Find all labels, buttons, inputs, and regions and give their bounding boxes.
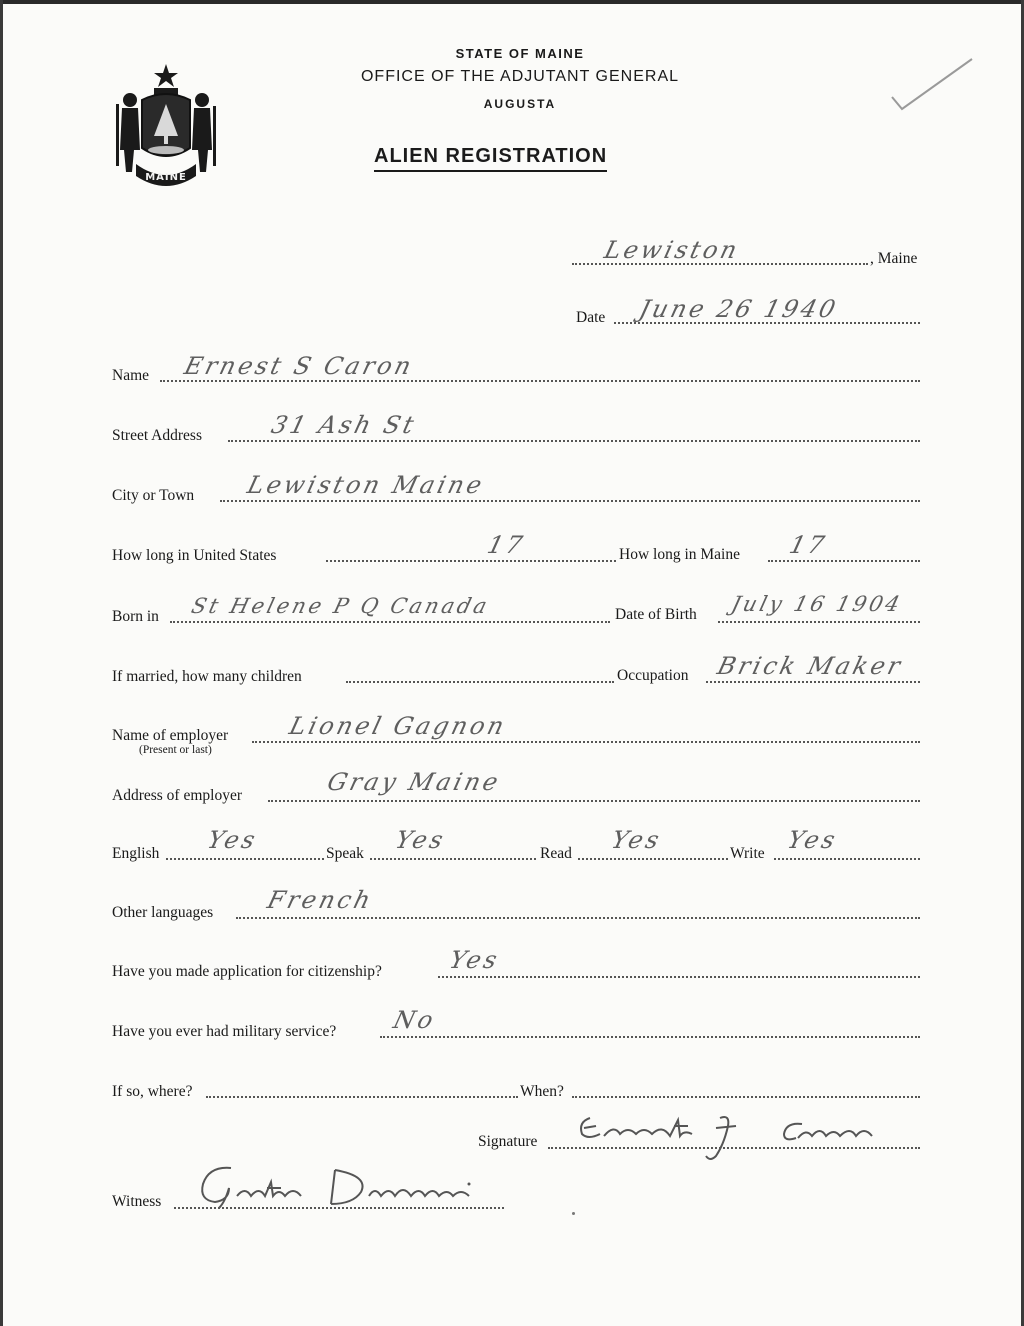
check-mark-icon bbox=[880, 55, 980, 115]
form-title: ALIEN REGISTRATION bbox=[374, 145, 607, 172]
left-border bbox=[0, 0, 3, 1326]
when-line bbox=[572, 1096, 920, 1098]
citizenship-value[interactable]: Yes bbox=[446, 946, 503, 974]
place-value[interactable]: Lewiston bbox=[601, 236, 743, 264]
street-address-label: Street Address bbox=[112, 427, 202, 444]
how-long-maine-label: How long in Maine bbox=[619, 546, 740, 563]
state-heading: STATE OF MAINE bbox=[455, 46, 585, 61]
name-line bbox=[160, 380, 920, 382]
employer-sublabel: (Present or last) bbox=[139, 744, 212, 756]
speak-value[interactable]: Yes bbox=[392, 826, 449, 854]
seal-lettering: MAINE bbox=[145, 172, 187, 183]
employer-value[interactable]: Lionel Gagnon bbox=[286, 712, 510, 740]
date-of-birth-line bbox=[718, 621, 920, 623]
how-long-maine-line bbox=[768, 560, 920, 562]
write-value[interactable]: Yes bbox=[784, 826, 841, 854]
street-address-line bbox=[228, 440, 920, 442]
write-line bbox=[774, 858, 920, 860]
employer-address-value[interactable]: Gray Maine bbox=[324, 768, 504, 796]
witness-label: Witness bbox=[112, 1193, 162, 1210]
employer-label: Name of employer bbox=[112, 727, 229, 744]
if-so-where-line bbox=[206, 1096, 518, 1098]
date-value[interactable]: June 26 1940 bbox=[636, 295, 842, 323]
born-in-value[interactable]: St Helene P Q Canada bbox=[189, 594, 493, 618]
city-heading: AUGUSTA bbox=[483, 97, 557, 111]
signature-value bbox=[570, 1104, 890, 1164]
place-suffix: , Maine bbox=[870, 250, 918, 267]
born-in-label: Born in bbox=[112, 608, 159, 625]
top-border bbox=[0, 0, 1024, 4]
employer-address-label: Address of employer bbox=[112, 787, 242, 804]
read-label: Read bbox=[540, 845, 572, 862]
english-line bbox=[166, 858, 324, 860]
date-label: Date bbox=[576, 309, 606, 326]
if-so-where-label: If so, where? bbox=[112, 1083, 193, 1100]
date-of-birth-label: Date of Birth bbox=[615, 606, 697, 623]
how-long-us-label: How long in United States bbox=[112, 547, 277, 564]
speak-label: Speak bbox=[326, 845, 364, 862]
english-value[interactable]: Yes bbox=[204, 826, 261, 854]
witness-value bbox=[185, 1158, 515, 1216]
date-of-birth-value[interactable]: July 16 1904 bbox=[729, 592, 906, 616]
children-line bbox=[346, 681, 614, 683]
state-of-maine-seal-icon bbox=[110, 60, 222, 190]
occupation-line bbox=[706, 681, 920, 683]
city-or-town-label: City or Town bbox=[112, 487, 195, 504]
other-languages-value[interactable]: French bbox=[264, 886, 377, 914]
read-line bbox=[578, 858, 728, 860]
name-value[interactable]: Ernest S Caron bbox=[181, 352, 417, 380]
other-languages-line bbox=[236, 917, 920, 919]
write-label: Write bbox=[730, 845, 765, 862]
read-value[interactable]: Yes bbox=[608, 826, 665, 854]
paper-speck bbox=[572, 1212, 575, 1215]
born-in-line bbox=[170, 621, 610, 623]
how-long-us-line bbox=[326, 560, 616, 562]
how-long-maine-value[interactable]: 17 bbox=[786, 531, 831, 559]
occupation-label: Occupation bbox=[617, 667, 689, 684]
city-or-town-value[interactable]: Lewiston Maine bbox=[244, 471, 488, 499]
military-label: Have you ever had military service? bbox=[112, 1023, 337, 1040]
employer-address-line bbox=[268, 800, 920, 802]
employer-line bbox=[252, 741, 920, 743]
when-label: When? bbox=[520, 1083, 564, 1100]
citizenship-line bbox=[438, 976, 920, 978]
children-label: If married, how many children bbox=[112, 668, 302, 685]
english-label: English bbox=[112, 845, 160, 862]
speak-line bbox=[370, 858, 536, 860]
military-value[interactable]: No bbox=[390, 1006, 439, 1034]
name-label: Name bbox=[112, 367, 150, 384]
city-or-town-line bbox=[220, 500, 920, 502]
citizenship-label: Have you made application for citizenship? bbox=[112, 963, 382, 980]
other-languages-label: Other languages bbox=[112, 904, 214, 921]
military-line bbox=[380, 1036, 920, 1038]
street-address-value[interactable]: 31 Ash St bbox=[268, 411, 420, 439]
signature-label: Signature bbox=[478, 1133, 538, 1150]
occupation-value[interactable]: Brick Maker bbox=[714, 652, 906, 680]
how-long-us-value[interactable]: 17 bbox=[484, 531, 529, 559]
office-heading: OFFICE OF THE ADJUTANT GENERAL bbox=[360, 68, 680, 85]
